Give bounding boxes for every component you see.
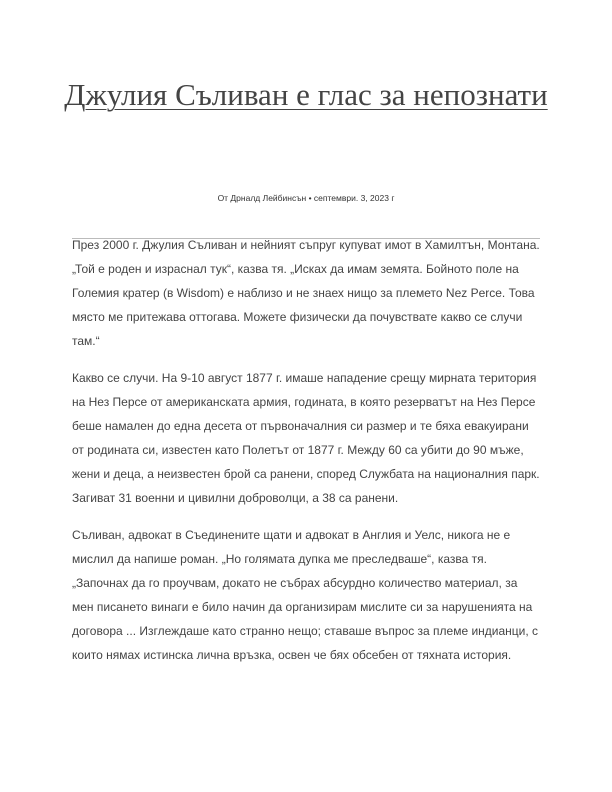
text-line: място ме притежава оттогава. Можете физически да почувствате какво се случи (72, 310, 523, 324)
paragraph-1 (72, 233, 547, 353)
byline: От Дрналд Лейбинсън • септември. 3, 2023 г (217, 193, 395, 203)
text-line: беше намален до една десета от първоначалния си размер и те бяха евакуирани (72, 419, 529, 433)
paragraph-2 (72, 366, 547, 510)
text-line: там.“ (72, 334, 100, 348)
text-line: жени и деца, а неизвестен брой са ранени, според Службата на националния парк. (72, 467, 540, 481)
text-line: Загиват 31 военни и цивилни доброволци, а 38 са ранени. (72, 491, 399, 505)
text-line: мислил да напише роман. „Но голямата дупка ме преследваше“, казва тя. (72, 552, 487, 566)
text-line: „Той е роден и израснал тук“, казва тя. „Исках да имам земята. Бойното поле на (72, 262, 519, 276)
text-line: договора ... Изглеждаше като странно нещо; ставаше въпрос за племе индианци, с (72, 624, 539, 638)
article-title: Джулия Съливан е глас за непознати (64, 77, 548, 112)
text-line: от родината си, известен като Полетът от 1877 г. Между 60 са убити до 90 мъже, (72, 443, 524, 457)
text-line: „Започнах да го проучвам, докато не събрах абсурдно количество материал, за (72, 576, 518, 590)
text-line: които нямах истинска лична връзка, освен че бях обсебен от тяхната история. (72, 648, 512, 662)
paragraph-3 (72, 523, 547, 667)
text-line: Какво се случи. На 9-10 август 1877 г. имаше нападение срещу мирната територия (72, 371, 537, 385)
text-line: Съливан, адвокат в Съединените щати и адвокат в Англия и Уелс, никога не е (72, 528, 511, 542)
text-line: Големия кратер (в Wisdom) е наблизо и не знаех нищо за племето Nez Perce. Това (72, 286, 535, 300)
text-line: През 2000 г. Джулия Съливан и нейният съпруг купуват имот в Хамилтън, Монтана. (72, 238, 540, 252)
text-line: на Нез Персе от американската армия, годината, в която резерватът на Нез Персе (72, 395, 536, 409)
text-line: мен писането винаги е било начин да организирам мислите си за нарушенията на (72, 600, 533, 614)
